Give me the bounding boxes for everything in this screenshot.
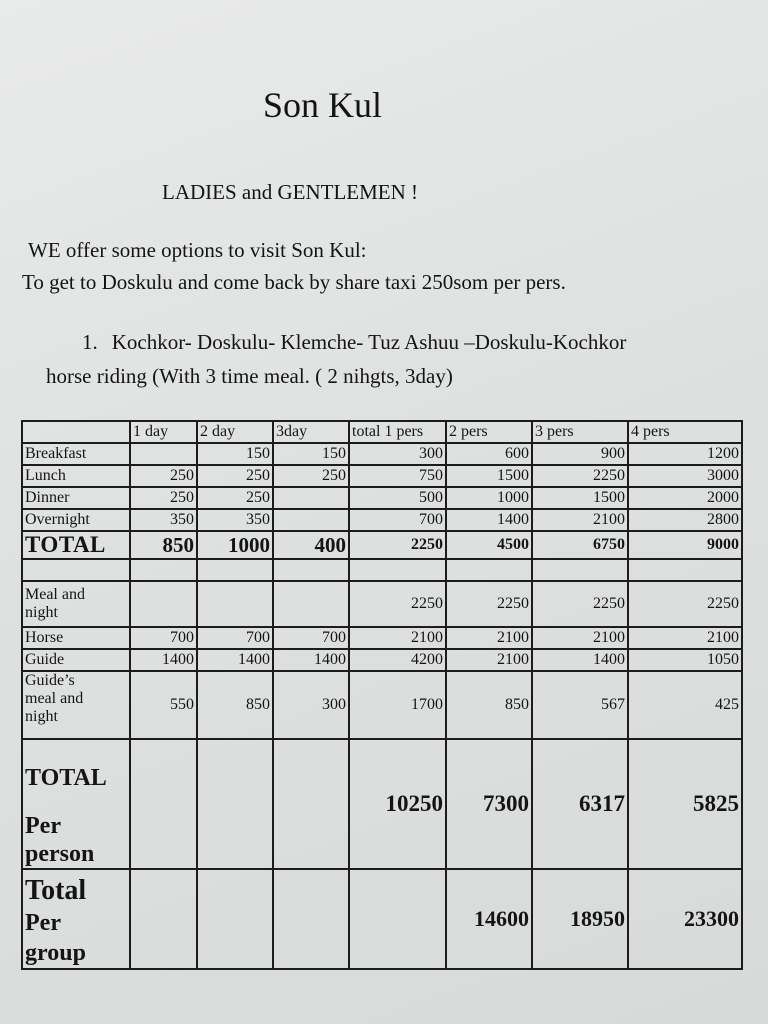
label-line: person bbox=[25, 841, 95, 867]
row-label bbox=[22, 869, 130, 969]
table-row-spacer bbox=[22, 559, 742, 581]
cell bbox=[130, 559, 197, 581]
cell bbox=[628, 559, 742, 581]
table-row-overnight bbox=[22, 509, 742, 531]
cell bbox=[273, 509, 349, 531]
cell bbox=[130, 581, 197, 627]
label-line: Per bbox=[25, 910, 61, 936]
header-1-day: 1 day bbox=[130, 421, 197, 443]
row-label: Overnight bbox=[22, 509, 130, 531]
cell: 300 bbox=[273, 671, 349, 739]
cell: 250 bbox=[130, 487, 197, 509]
cell: 250 bbox=[197, 487, 273, 509]
row-label: Breakfast bbox=[22, 443, 130, 465]
cell: 2250 bbox=[349, 531, 446, 559]
cell: 150 bbox=[273, 443, 349, 465]
cell: 1200 bbox=[628, 443, 742, 465]
cell: 4500 bbox=[446, 531, 532, 559]
row-label bbox=[22, 581, 130, 627]
cell: 350 bbox=[130, 509, 197, 531]
cell: 6317 bbox=[532, 739, 628, 869]
table-row-total bbox=[22, 531, 742, 559]
cell: 1400 bbox=[446, 509, 532, 531]
cell: 23300 bbox=[628, 869, 742, 969]
cell bbox=[22, 559, 130, 581]
cell bbox=[273, 559, 349, 581]
cell: 3000 bbox=[628, 465, 742, 487]
cell: 1500 bbox=[446, 465, 532, 487]
label-line: Per bbox=[25, 813, 61, 839]
cell: 1700 bbox=[349, 671, 446, 739]
table-row-breakfast bbox=[22, 443, 742, 465]
cell: 400 bbox=[273, 531, 349, 559]
cell: 850 bbox=[446, 671, 532, 739]
cell: 1500 bbox=[532, 487, 628, 509]
intro-text: WE offer some options to visit Son Kul: bbox=[28, 238, 367, 262]
cell bbox=[273, 487, 349, 509]
table-row-horse bbox=[22, 627, 742, 649]
cell: 750 bbox=[349, 465, 446, 487]
cell: 2100 bbox=[446, 627, 532, 649]
header-2-pers: 2 pers bbox=[446, 421, 532, 443]
table-row-guide-meal bbox=[22, 671, 742, 739]
cell: 1000 bbox=[446, 487, 532, 509]
cell bbox=[197, 869, 273, 969]
cell: 1400 bbox=[197, 649, 273, 671]
label-line: meal and bbox=[25, 690, 84, 707]
cell: 18950 bbox=[532, 869, 628, 969]
cell: 550 bbox=[130, 671, 197, 739]
cell bbox=[130, 443, 197, 465]
route-line bbox=[82, 330, 626, 355]
cell: 2250 bbox=[532, 581, 628, 627]
row-label: Lunch bbox=[22, 465, 130, 487]
cell: 850 bbox=[130, 531, 197, 559]
cell bbox=[273, 581, 349, 627]
header-2-day: 2 day bbox=[197, 421, 273, 443]
cell: 10250 bbox=[349, 739, 446, 869]
cell: 5825 bbox=[628, 739, 742, 869]
cell: 500 bbox=[349, 487, 446, 509]
row-label bbox=[22, 739, 130, 869]
cell bbox=[446, 559, 532, 581]
page-title: Son Kul bbox=[262, 85, 383, 125]
greeting: LADIES and GENTLEMEN ! bbox=[162, 180, 419, 204]
cell: 567 bbox=[532, 671, 628, 739]
table-row-lunch bbox=[22, 465, 742, 487]
label-line: Guide’s bbox=[25, 672, 75, 689]
header-row bbox=[22, 421, 742, 443]
cell bbox=[197, 581, 273, 627]
cell: 2100 bbox=[628, 627, 742, 649]
cell: 150 bbox=[197, 443, 273, 465]
cell: 2250 bbox=[446, 581, 532, 627]
cell: 350 bbox=[197, 509, 273, 531]
cell bbox=[349, 869, 446, 969]
table-row-total-per-group bbox=[22, 869, 742, 969]
cell: 7300 bbox=[446, 739, 532, 869]
label-line: night bbox=[25, 604, 58, 621]
cell: 700 bbox=[130, 627, 197, 649]
cell bbox=[349, 559, 446, 581]
cell bbox=[273, 739, 349, 869]
cell: 700 bbox=[273, 627, 349, 649]
cell: 2250 bbox=[628, 581, 742, 627]
cell: 2000 bbox=[628, 487, 742, 509]
taxi-info: To get to Doskulu and come back by share taxi 250som per pers. bbox=[22, 270, 566, 294]
cell: 700 bbox=[349, 509, 446, 531]
cell: 250 bbox=[130, 465, 197, 487]
cell: 1400 bbox=[273, 649, 349, 671]
table-row-total-per-person bbox=[22, 739, 742, 869]
cell: 425 bbox=[628, 671, 742, 739]
table-row-guide bbox=[22, 649, 742, 671]
route-text: Kochkor- Doskulu- Klemche- Tuz Ashuu –Doskulu-Kochkor bbox=[111, 330, 627, 354]
label-line: Total bbox=[25, 875, 87, 906]
cell: 600 bbox=[446, 443, 532, 465]
table-row-meal-and-night bbox=[22, 581, 742, 627]
cell bbox=[197, 739, 273, 869]
row-label: Dinner bbox=[22, 487, 130, 509]
cell: 1000 bbox=[197, 531, 273, 559]
cell: 700 bbox=[197, 627, 273, 649]
cell: 1400 bbox=[532, 649, 628, 671]
cell: 300 bbox=[349, 443, 446, 465]
cell: 900 bbox=[532, 443, 628, 465]
label-line: Meal and bbox=[25, 586, 85, 603]
cell: 2100 bbox=[532, 627, 628, 649]
row-label: Guide bbox=[22, 649, 130, 671]
cell: 1050 bbox=[628, 649, 742, 671]
route-subtitle: horse riding (With 3 time meal. ( 2 nihgts, 3day) bbox=[46, 364, 453, 388]
cell: 2250 bbox=[532, 465, 628, 487]
route-number: 1. bbox=[82, 330, 98, 354]
row-label bbox=[22, 671, 130, 739]
cell: 14600 bbox=[446, 869, 532, 969]
cell: 2250 bbox=[349, 581, 446, 627]
row-label: Horse bbox=[22, 627, 130, 649]
cell bbox=[273, 869, 349, 969]
cell: 2100 bbox=[349, 627, 446, 649]
row-label: TOTAL bbox=[22, 531, 130, 559]
cell: 850 bbox=[197, 671, 273, 739]
cell: 250 bbox=[273, 465, 349, 487]
header-3-pers: 3 pers bbox=[532, 421, 628, 443]
header-4-pers: 4 pers bbox=[628, 421, 742, 443]
cell bbox=[197, 559, 273, 581]
cell: 250 bbox=[197, 465, 273, 487]
cell: 2800 bbox=[628, 509, 742, 531]
cell bbox=[130, 739, 197, 869]
cell bbox=[532, 559, 628, 581]
label-line: night bbox=[25, 708, 58, 725]
header-empty bbox=[22, 421, 130, 443]
cell: 2100 bbox=[446, 649, 532, 671]
header-3-day: 3day bbox=[273, 421, 349, 443]
cell bbox=[130, 869, 197, 969]
label-line: group bbox=[25, 940, 86, 966]
price-table bbox=[21, 420, 743, 970]
header-total-1-pers: total 1 pers bbox=[349, 421, 446, 443]
cell: 1400 bbox=[130, 649, 197, 671]
cell: 2100 bbox=[532, 509, 628, 531]
table-row-dinner bbox=[22, 487, 742, 509]
cell: 4200 bbox=[349, 649, 446, 671]
label-line: TOTAL bbox=[25, 765, 107, 791]
cell: 6750 bbox=[532, 531, 628, 559]
cell: 9000 bbox=[628, 531, 742, 559]
